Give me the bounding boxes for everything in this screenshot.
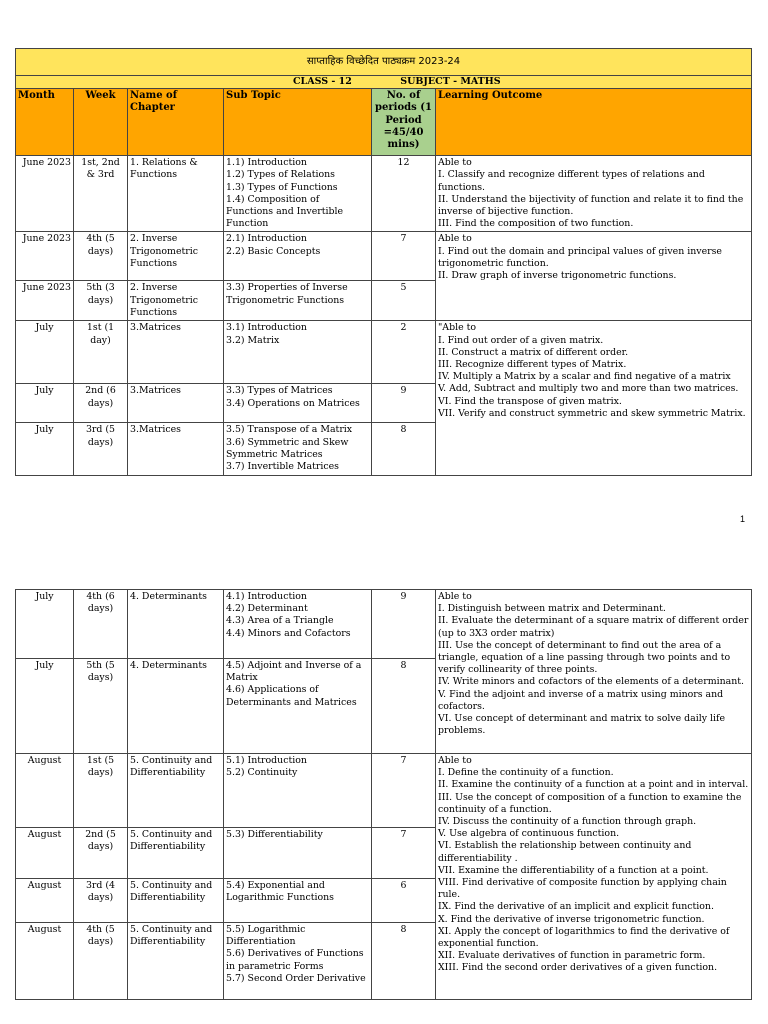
month-cell: July bbox=[16, 423, 74, 476]
subtopic-cell bbox=[224, 384, 372, 423]
subtopic: 5.2) Continuity bbox=[226, 767, 298, 779]
subtopic: 1.3) Types of Functions bbox=[226, 181, 338, 193]
outcome-line: V. Add, Subtract and multiply two and more than two matrices. bbox=[438, 383, 739, 395]
periods-cell: 2 bbox=[372, 321, 436, 384]
periods-cell: 8 bbox=[372, 423, 436, 476]
subtopic-cell bbox=[224, 590, 372, 659]
subtopic: 4.3) Area of a Triangle bbox=[226, 615, 334, 627]
periods-cell: 9 bbox=[372, 590, 436, 659]
chapter-cell: 5. Continuity and Differentiability bbox=[128, 923, 224, 1000]
subtopic-cell bbox=[224, 423, 372, 476]
week-cell: 4th (6 days) bbox=[74, 590, 128, 659]
table-row bbox=[16, 321, 752, 384]
outcome-line: XIII. Find the second order derivatives of a given function. bbox=[438, 962, 718, 974]
outcome-line: Able to bbox=[438, 591, 472, 602]
subtopic: 3.3) Types of Matrices bbox=[226, 385, 333, 397]
table-row bbox=[16, 590, 752, 659]
outcome-line: VII. Examine the differentiability of a function at a point. bbox=[438, 864, 709, 876]
col-outcome: Learning Outcome bbox=[436, 89, 752, 156]
outcome-line: VII. Verify and construct symmetric and skew symmetric Matrix. bbox=[438, 407, 746, 419]
subtopic: 4.5) Adjoint and Inverse of a Matrix bbox=[226, 660, 362, 684]
outcome-line: I. Distinguish between matrix and Determinant. bbox=[438, 603, 666, 615]
subtopic-cell bbox=[224, 828, 372, 879]
subtopic: 3.4) Operations on Matrices bbox=[226, 397, 360, 409]
week-cell: 2nd (5 days) bbox=[74, 828, 128, 879]
subtopic: 4.2) Determinant bbox=[226, 603, 308, 615]
col-periods: No. of periods (1 Period =45/40 mins) bbox=[372, 89, 436, 156]
outcome-line: V. Find the adjoint and inverse of a matrix using minors and cofactors. bbox=[438, 688, 724, 712]
outcome-cell bbox=[436, 321, 752, 476]
month-cell: August bbox=[16, 828, 74, 879]
week-cell: 2nd (6 days) bbox=[74, 384, 128, 423]
col-month: Month bbox=[16, 89, 74, 156]
periods-cell: 7 bbox=[372, 754, 436, 828]
chapter-cell: 4. Determinants bbox=[128, 659, 224, 754]
outcome-line: I. Define the continuity of a function. bbox=[438, 767, 614, 779]
subtopic-cell bbox=[224, 232, 372, 281]
table-row bbox=[16, 156, 752, 232]
subtopic: 5.3) Differentiability bbox=[226, 829, 323, 840]
chapter-cell: 4. Determinants bbox=[128, 590, 224, 659]
outcome-line: III. Recognize different types of Matrix. bbox=[438, 359, 627, 371]
periods-cell: 7 bbox=[372, 232, 436, 281]
outcome-cell bbox=[436, 156, 752, 232]
month-cell: August bbox=[16, 923, 74, 1000]
subtopic: 4.6) Applications of Determinants and Matrices bbox=[226, 684, 357, 708]
outcome-line: I. Classify and recognize different types of relations and functions. bbox=[438, 169, 705, 193]
outcome-line: IV. Write minors and cofactors of the elements of a determinant. bbox=[438, 676, 744, 688]
subtopic-cell bbox=[224, 879, 372, 923]
page-number: 1 bbox=[740, 514, 746, 524]
chapter-cell: 3.Matrices bbox=[128, 423, 224, 476]
month-cell: July bbox=[16, 321, 74, 384]
subtopic-cell bbox=[224, 281, 372, 321]
week-cell: 1st, 2nd & 3rd bbox=[74, 156, 128, 232]
col-week: Week bbox=[74, 89, 128, 156]
class-label: CLASS - 12 bbox=[293, 76, 352, 87]
outcome-line: II. Examine the continuity of a function at a point and in interval. bbox=[438, 779, 749, 791]
subtopic-cell bbox=[224, 321, 372, 384]
month-cell: June 2023 bbox=[16, 281, 74, 321]
outcome-line: XI. Apply the concept of logarithmics to find the derivative of exponential function. bbox=[438, 925, 730, 950]
subtopic: 3.7) Invertible Matrices bbox=[226, 461, 339, 473]
subtopic: 3.6) Symmetric and Skew Symmetric Matrices bbox=[226, 436, 349, 460]
subtopic-cell bbox=[224, 754, 372, 828]
outcome-line: II. Construct a matrix of different order. bbox=[438, 346, 629, 358]
chapter-cell: 3.Matrices bbox=[128, 321, 224, 384]
outcome-line: VIII. Find derivative of composite function by applying chain rule. bbox=[438, 877, 727, 901]
month-cell: June 2023 bbox=[16, 156, 74, 232]
periods-cell: 9 bbox=[372, 384, 436, 423]
outcome-line: V. Use algebra of continuous function. bbox=[438, 828, 620, 840]
page-title: साप्ताहिक विच्छेदित पाठ्यक्रम 2023-24 bbox=[16, 49, 752, 76]
outcome-cell bbox=[436, 590, 752, 754]
chapter-cell: 3.Matrices bbox=[128, 384, 224, 423]
week-cell: 1st (1 day) bbox=[74, 321, 128, 384]
week-cell: 4th (5 days) bbox=[74, 232, 128, 281]
chapter-cell: 5. Continuity and Differentiability bbox=[128, 879, 224, 923]
outcome-line: "Able to bbox=[438, 322, 477, 334]
outcome-line: IX. Find the derivative of an implicit and explicit function. bbox=[438, 901, 714, 913]
chapter-cell: 5. Continuity and Differentiability bbox=[128, 754, 224, 828]
subtopic: 5.5) Logarithmic Differentiation bbox=[226, 924, 306, 948]
outcome-line: Able to bbox=[438, 755, 472, 766]
outcome-line: Able to bbox=[438, 157, 472, 169]
table-row bbox=[16, 754, 752, 828]
outcome-line: III. Use the concept of determinant to find out the area of a triangle, equation of a line passing through two points and to verify collinearity of three points. bbox=[438, 639, 731, 676]
periods-cell: 7 bbox=[372, 828, 436, 879]
syllabus-table-page-2 bbox=[15, 589, 752, 1000]
subtopic: 5.6) Derivatives of Functions in parametric Forms bbox=[226, 948, 364, 972]
column-header-row bbox=[16, 89, 752, 156]
month-cell: July bbox=[16, 384, 74, 423]
subtopic: 2.1) Introduction bbox=[226, 233, 307, 245]
periods-cell: 6 bbox=[372, 879, 436, 923]
subtopic: 4.4) Minors and Cofactors bbox=[226, 627, 351, 639]
outcome-line: II. Understand the bijectivity of function and relate it to find the inverse of bijective function. bbox=[438, 193, 744, 218]
periods-cell: 12 bbox=[372, 156, 436, 232]
subtopic: 1.2) Types of Relations bbox=[226, 169, 335, 181]
chapter-cell: 2. Inverse Trigonometric Functions bbox=[128, 232, 224, 281]
subtopic: 3.3) Properties of Inverse Trigonometric Functions bbox=[226, 282, 348, 306]
outcome-line: VI. Use concept of determinant and matrix to solve daily life problems. bbox=[438, 713, 726, 737]
outcome-line: II. Evaluate the determinant of a square matrix of different order (up to 3X3 order matrix) bbox=[438, 615, 749, 639]
outcome-line: XII. Evaluate derivatives of function in parametric form. bbox=[438, 950, 706, 962]
subtopic-cell bbox=[224, 156, 372, 232]
periods-cell: 8 bbox=[372, 659, 436, 754]
subtopic: 5.1) Introduction bbox=[226, 755, 307, 766]
outcome-cell bbox=[436, 754, 752, 1000]
month-cell: July bbox=[16, 659, 74, 754]
subject-label: SUBJECT - MATHS bbox=[400, 76, 501, 87]
col-subtopic: Sub Topic bbox=[224, 89, 372, 156]
chapter-cell: 2. Inverse Trigonometric Functions bbox=[128, 281, 224, 321]
outcome-line: VI. Find the transpose of given matrix. bbox=[438, 395, 622, 407]
subtopic-cell bbox=[224, 659, 372, 754]
subtopic: 5.7) Second Order Derivative bbox=[226, 972, 366, 984]
outcome-line: IV. Multiply a Matrix by a scalar and find negative of a matrix bbox=[438, 371, 731, 383]
outcome-line: Able to bbox=[438, 233, 472, 245]
week-cell: 5th (3 days) bbox=[74, 281, 128, 321]
subtopic: 3.1) Introduction bbox=[226, 322, 307, 334]
outcome-line: X. Find the derivative of inverse trigonometric function. bbox=[438, 913, 705, 925]
subtopic: 4.1) Introduction bbox=[226, 591, 307, 602]
outcome-line: III. Use the concept of composition of a function to examine the continuity of a function. bbox=[438, 791, 742, 815]
week-cell: 5th (5 days) bbox=[74, 659, 128, 754]
month-cell: July bbox=[16, 590, 74, 659]
table-row bbox=[16, 232, 752, 281]
outcome-line: I. Find out order of a given matrix. bbox=[438, 334, 604, 346]
month-cell: August bbox=[16, 754, 74, 828]
subtopic: 5.4) Exponential and Logarithmic Functions bbox=[226, 880, 334, 904]
month-cell: August bbox=[16, 879, 74, 923]
week-cell: 3rd (4 days) bbox=[74, 879, 128, 923]
subtopic: 2.2) Basic Concepts bbox=[226, 245, 321, 257]
periods-cell: 8 bbox=[372, 923, 436, 1000]
outcome-line: VI. Establish the relationship between continuity and differentiability . bbox=[438, 840, 692, 864]
outcome-line: IV. Discuss the continuity of a function through graph. bbox=[438, 816, 697, 828]
subtopic-cell bbox=[224, 923, 372, 1000]
month-cell: June 2023 bbox=[16, 232, 74, 281]
week-cell: 4th (5 days) bbox=[74, 923, 128, 1000]
subtopic: 3.2) Matrix bbox=[226, 334, 280, 346]
outcome-line: III. Find the composition of two function. bbox=[438, 218, 634, 230]
col-chapter: Name of Chapter bbox=[128, 89, 224, 156]
outcome-line: II. Draw graph of inverse trigonometric functions. bbox=[438, 270, 677, 282]
week-cell: 3rd (5 days) bbox=[74, 423, 128, 476]
chapter-cell: 5. Continuity and Differentiability bbox=[128, 828, 224, 879]
syllabus-table-page-1 bbox=[15, 48, 752, 476]
subtopic: 1.4) Composition of Functions and Invertible Function bbox=[226, 193, 344, 230]
week-cell: 1st (5 days) bbox=[74, 754, 128, 828]
outcome-cell bbox=[436, 232, 752, 321]
subtopic: 1.1) Introduction bbox=[226, 157, 307, 169]
outcome-line: I. Find out the domain and principal values of given inverse trigonometric function. bbox=[438, 245, 722, 269]
class-subject-row bbox=[16, 76, 752, 89]
periods-cell: 5 bbox=[372, 281, 436, 321]
chapter-cell: 1. Relations & Functions bbox=[128, 156, 224, 232]
subtopic: 3.5) Transpose of a Matrix bbox=[226, 424, 353, 436]
